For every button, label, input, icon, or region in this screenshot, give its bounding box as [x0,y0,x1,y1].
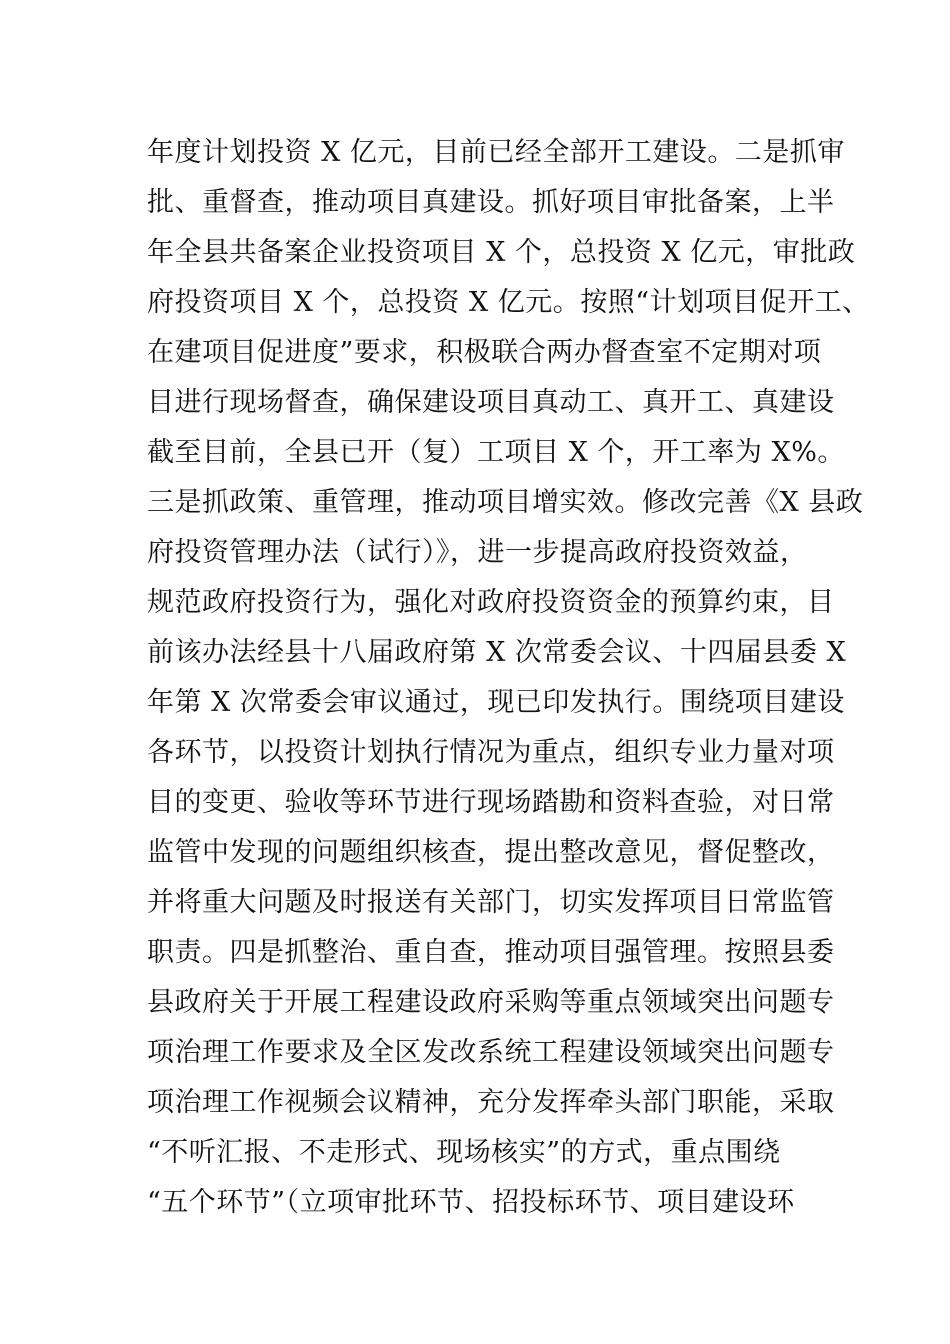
text-line: 年全县共备案企业投资项目 X 个，总投资 X 亿元，审批政 [147,237,856,268]
body-paragraph [147,128,870,1228]
text-line: 项治理工作要求及全区发改系统工程建设领域突出问题专 [147,1037,835,1068]
text-line: 年度计划投资 X 亿元，目前已经全部开工建设。二是抓审 [147,137,845,168]
text-line: 前该办法经县十八届政府第 X 次常委会议、十四届县委 X [147,637,847,668]
text-line: 三是抓政策、重管理，推动项目增实效。修改完善《X 县政 [147,487,864,518]
text-line: 项治理工作视频会议精神，充分发挥牵头部门职能，采取 [147,1087,835,1118]
text-line: 规范政府投资行为，强化对政府投资资金的预算约束，目 [147,587,835,618]
text-line: “五个环节”（立项审批环节、招投标环节、项目建设环 [147,1187,795,1218]
text-line: 县政府关于开展工程建设政府采购等重点领域突出问题专 [147,987,835,1018]
text-line: “不听汇报、不走形式、现场核实”的方式，重点围绕 [147,1137,781,1168]
text-line: 府投资项目 X 个，总投资 X 亿元。按照“计划项目促开工、 [147,287,870,318]
text-line: 目的变更、验收等环节进行现场踏勘和资料查验，对日常 [147,787,835,818]
text-line: 截至目前，全县已开（复）工项目 X 个，开工率为 X%。 [147,437,845,468]
text-line: 各环节，以投资计划执行情况为重点，组织专业力量对项 [147,737,835,768]
text-line: 府投资管理办法（试行）》，进一步提高政府投资效益， [147,537,808,568]
text-line: 年第 X 次常委会审议通过，现已印发执行。围绕项目建设 [147,687,845,718]
text-line: 在建项目促进度”要求，积极联合两办督查室不定期对项 [147,337,822,368]
text-line: 并将重大问题及时报送有关部门，切实发挥项目日常监管 [147,887,835,918]
text-line: 目进行现场督查，确保建设项目真动工、真开工、真建设 [147,387,835,418]
text-line: 职责。四是抓整治、重自查，推动项目强管理。按照县委 [147,937,835,968]
text-line: 监管中发现的问题组织核查，提出整改意见，督促整改， [147,837,835,868]
text-line: 批、重督查，推动项目真建设。抓好项目审批备案，上半 [147,187,835,218]
